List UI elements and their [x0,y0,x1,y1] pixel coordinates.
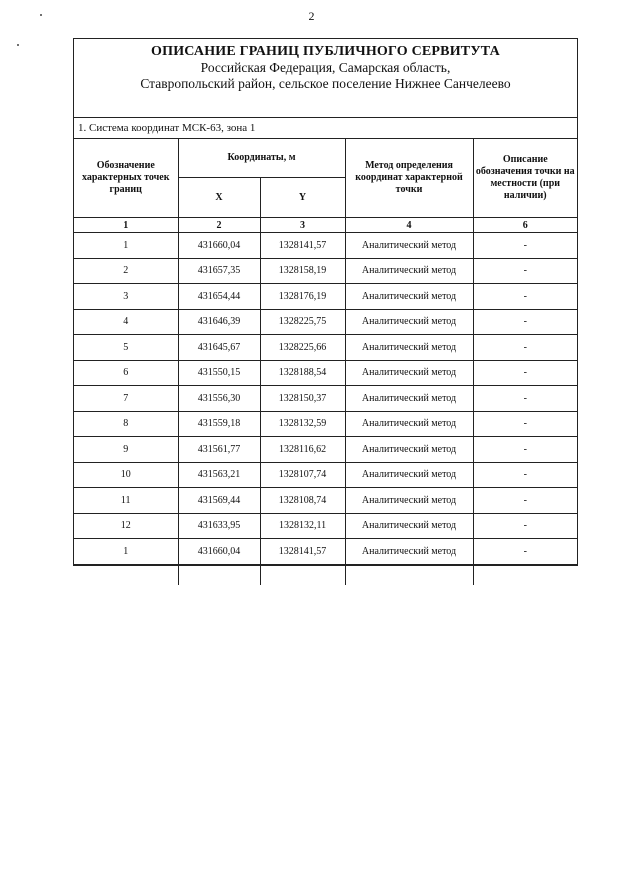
cell-y: 1328108,74 [260,488,345,514]
table-row [74,437,577,463]
table-row [74,488,577,514]
header-point: Обозначение характерных точек границ [74,139,178,218]
cell-description: - [473,360,577,386]
cell-x: 431556,30 [178,386,260,412]
cell-x: 431645,67 [178,335,260,361]
empty-row [74,564,577,585]
coordinates-table [74,139,577,585]
location-line-2: Ставропольский район, сельское поселение Нижнее Санчелеево [140,76,511,91]
cell-x: 431660,04 [178,233,260,259]
column-number: 6 [473,218,577,233]
cell-method: Аналитический метод [345,488,473,514]
cell-y: 1328225,66 [260,335,345,361]
cell-point: 9 [74,437,178,463]
cell-point: 5 [74,335,178,361]
cell-x: 431569,44 [178,488,260,514]
cell-method: Аналитический метод [345,258,473,284]
table-row [74,233,577,259]
cell-description: - [473,386,577,412]
cell-y: 1328158,19 [260,258,345,284]
table-row [74,284,577,310]
scan-speck [40,14,42,16]
table-row [74,539,577,565]
cell-point: 8 [74,411,178,437]
cell-method: Аналитический метод [345,233,473,259]
cell-point: 7 [74,386,178,412]
page-number: 2 [308,9,315,23]
column-number: 2 [178,218,260,233]
cell-x: 431563,21 [178,462,260,488]
column-number: 3 [260,218,345,233]
cell-x: 431561,77 [178,437,260,463]
cell-point: 1 [74,233,178,259]
column-number: 4 [345,218,473,233]
coordinate-system-label: 1. Система координат МСК-63, зона 1 [74,118,577,139]
cell-description: - [473,462,577,488]
cell-y: 1328141,57 [260,233,345,259]
header-method: Метод определения координат характерной точки [345,139,473,218]
cell-x: 431657,35 [178,258,260,284]
cell-description: - [473,411,577,437]
table-row [74,386,577,412]
cell-y: 1328107,74 [260,462,345,488]
cell-x: 431559,18 [178,411,260,437]
cell-x: 431646,39 [178,309,260,335]
cell-description: - [473,335,577,361]
document-title: ОПИСАНИЕ ГРАНИЦ ПУБЛИЧНОГО СЕРВИТУТА [151,44,500,59]
cell-description: - [473,488,577,514]
header-coordinates: Координаты, м [178,139,345,178]
cell-method: Аналитический метод [345,462,473,488]
scan-speck [17,44,19,46]
cell-description: - [473,513,577,539]
cell-point: 3 [74,284,178,310]
cell-y: 1328116,62 [260,437,345,463]
cell-x: 431660,04 [178,539,260,565]
header-x: X [178,178,260,218]
table-row [74,411,577,437]
cell-method: Аналитический метод [345,539,473,565]
cell-description: - [473,233,577,259]
cell-point: 2 [74,258,178,284]
cell-method: Аналитический метод [345,284,473,310]
cell-point: 6 [74,360,178,386]
cell-y: 1328188,54 [260,360,345,386]
cell-description: - [473,258,577,284]
cell-point: 4 [74,309,178,335]
cell-y: 1328225,75 [260,309,345,335]
table-row [74,258,577,284]
cell-description: - [473,284,577,310]
cell-method: Аналитический метод [345,360,473,386]
title-block [74,39,577,118]
cell-point: 10 [74,462,178,488]
cell-x: 431550,15 [178,360,260,386]
table-row [74,462,577,488]
cell-method: Аналитический метод [345,335,473,361]
cell-method: Аналитический метод [345,309,473,335]
cell-description: - [473,437,577,463]
column-number-row [74,218,577,233]
cell-y: 1328141,57 [260,539,345,565]
cell-y: 1328132,11 [260,513,345,539]
cell-point: 11 [74,488,178,514]
table-row [74,360,577,386]
cell-x: 431633,95 [178,513,260,539]
cell-point: 12 [74,513,178,539]
cell-point: 1 [74,539,178,565]
table-row [74,309,577,335]
document-frame [73,38,578,566]
cell-description: - [473,309,577,335]
header-description: Описание обозначения точки на местности (при наличии) [473,139,577,218]
cell-x: 431654,44 [178,284,260,310]
cell-method: Аналитический метод [345,411,473,437]
cell-description: - [473,539,577,565]
cell-y: 1328132,59 [260,411,345,437]
cell-y: 1328150,37 [260,386,345,412]
table-row [74,513,577,539]
table-row [74,335,577,361]
column-number: 1 [74,218,178,233]
cell-method: Аналитический метод [345,513,473,539]
cell-method: Аналитический метод [345,437,473,463]
header-y: Y [260,178,345,218]
cell-method: Аналитический метод [345,386,473,412]
location-line-1: Российская Федерация, Самарская область, [200,60,451,75]
cell-y: 1328176,19 [260,284,345,310]
